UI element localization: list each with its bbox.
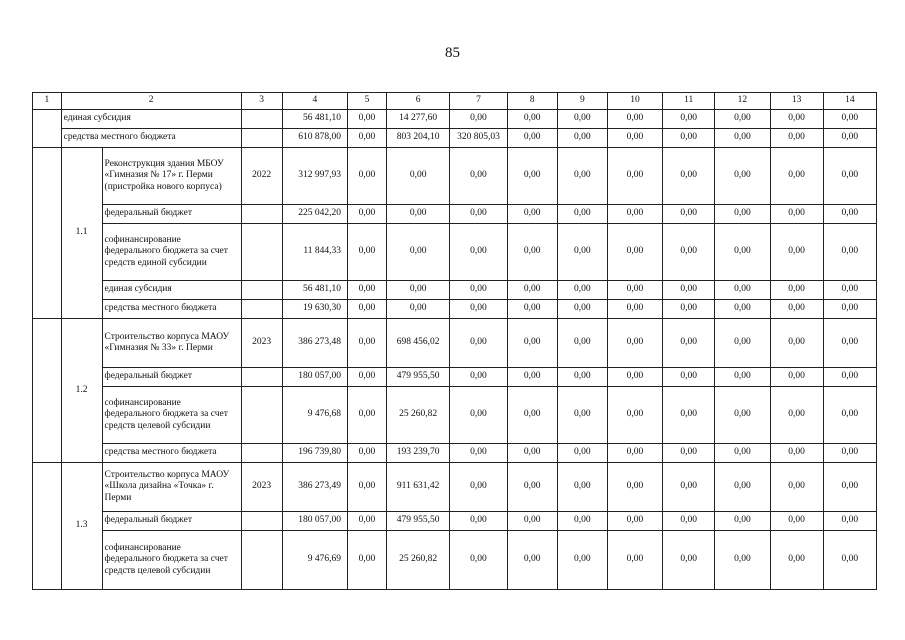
value-cell: 0,00: [386, 205, 449, 224]
value-cell: 0,00: [557, 319, 607, 368]
value-cell: 0,00: [715, 129, 770, 148]
header-cell: 8: [507, 93, 557, 110]
value-cell: 0,00: [770, 281, 823, 300]
group-index-cell: 1.3: [61, 463, 102, 590]
row-name-cell: федеральный бюджет: [102, 512, 241, 531]
value-cell: 0,00: [823, 463, 876, 512]
value-cell: 312 997,93: [282, 148, 347, 205]
value-cell: 0,00: [557, 512, 607, 531]
value-cell: 0,00: [607, 205, 662, 224]
value-cell: 0,00: [507, 512, 557, 531]
value-cell: 0,00: [663, 110, 715, 129]
value-cell: 0,00: [450, 110, 507, 129]
budget-table-container: [32, 92, 877, 590]
value-cell: 0,00: [348, 368, 387, 387]
value-cell: 0,00: [557, 224, 607, 281]
header-row: [33, 93, 877, 110]
value-cell: 0,00: [348, 129, 387, 148]
value-cell: 180 057,00: [282, 368, 347, 387]
value-cell: 0,00: [715, 444, 770, 463]
value-cell: 0,00: [386, 300, 449, 319]
value-cell: 0,00: [450, 205, 507, 224]
table-row: [33, 129, 877, 148]
group-index-cell: 1.2: [61, 319, 102, 463]
value-cell: 0,00: [715, 110, 770, 129]
value-cell: 0,00: [715, 224, 770, 281]
header-cell: 1: [33, 93, 62, 110]
value-cell: 0,00: [663, 531, 715, 590]
group-index-cell: 1.1: [61, 148, 102, 319]
value-cell: 0,00: [770, 300, 823, 319]
value-cell: 0,00: [607, 387, 662, 444]
value-cell: 0,00: [715, 300, 770, 319]
value-cell: 0,00: [663, 368, 715, 387]
value-cell: 0,00: [507, 224, 557, 281]
row-name-cell: средства местного бюджета: [102, 444, 241, 463]
value-cell: 0,00: [770, 129, 823, 148]
header-cell: 14: [823, 93, 876, 110]
value-cell: 0,00: [557, 463, 607, 512]
value-cell: 0,00: [348, 319, 387, 368]
value-cell: 0,00: [386, 224, 449, 281]
index-cell: [33, 110, 62, 148]
value-cell: 610 878,00: [282, 129, 347, 148]
value-cell: 0,00: [663, 463, 715, 512]
header-cell: 11: [663, 93, 715, 110]
value-cell: 0,00: [348, 148, 387, 205]
value-cell: 0,00: [450, 224, 507, 281]
year-cell: [241, 205, 282, 224]
year-cell: [241, 444, 282, 463]
value-cell: 0,00: [607, 531, 662, 590]
table-row: [33, 319, 877, 368]
header-cell: 3: [241, 93, 282, 110]
value-cell: 0,00: [715, 281, 770, 300]
value-cell: 0,00: [770, 463, 823, 512]
row-name-cell: софинансирование федерального бюджета за счет средств единой субсидии: [102, 224, 241, 281]
value-cell: 11 844,33: [282, 224, 347, 281]
value-cell: 0,00: [507, 531, 557, 590]
row-name-cell: федеральный бюджет: [102, 205, 241, 224]
page-number: 85: [445, 45, 460, 61]
year-cell: [241, 387, 282, 444]
value-cell: 0,00: [348, 463, 387, 512]
value-cell: 0,00: [715, 319, 770, 368]
value-cell: 0,00: [507, 300, 557, 319]
value-cell: 0,00: [348, 387, 387, 444]
value-cell: 0,00: [770, 110, 823, 129]
year-cell: [241, 129, 282, 148]
year-cell: [241, 281, 282, 300]
header-cell: 6: [386, 93, 449, 110]
value-cell: 0,00: [557, 300, 607, 319]
value-cell: 25 260,82: [386, 531, 449, 590]
value-cell: 0,00: [557, 110, 607, 129]
value-cell: 0,00: [450, 281, 507, 300]
year-cell: [241, 531, 282, 590]
value-cell: 0,00: [823, 512, 876, 531]
value-cell: 0,00: [557, 148, 607, 205]
value-cell: 386 273,49: [282, 463, 347, 512]
year-cell: 2023: [241, 463, 282, 512]
value-cell: 0,00: [823, 444, 876, 463]
value-cell: 0,00: [607, 300, 662, 319]
value-cell: 25 260,82: [386, 387, 449, 444]
group-left-cell: [33, 319, 62, 463]
year-cell: 2023: [241, 319, 282, 368]
value-cell: 0,00: [663, 444, 715, 463]
header-cell: 4: [282, 93, 347, 110]
value-cell: 320 805,03: [450, 129, 507, 148]
value-cell: 479 955,50: [386, 512, 449, 531]
value-cell: 0,00: [450, 387, 507, 444]
value-cell: 0,00: [348, 224, 387, 281]
table-row: [33, 387, 877, 444]
value-cell: 0,00: [715, 512, 770, 531]
table-row: [33, 531, 877, 590]
value-cell: 0,00: [507, 281, 557, 300]
value-cell: 698 456,02: [386, 319, 449, 368]
value-cell: 0,00: [663, 512, 715, 531]
value-cell: 0,00: [557, 444, 607, 463]
value-cell: 0,00: [507, 444, 557, 463]
table-row: [33, 110, 877, 129]
value-cell: 0,00: [348, 205, 387, 224]
value-cell: 0,00: [507, 319, 557, 368]
value-cell: 0,00: [715, 531, 770, 590]
value-cell: 0,00: [507, 110, 557, 129]
value-cell: 0,00: [607, 224, 662, 281]
value-cell: 0,00: [770, 148, 823, 205]
table-row: [33, 224, 877, 281]
value-cell: 193 239,70: [386, 444, 449, 463]
value-cell: 0,00: [607, 463, 662, 512]
table-row: [33, 148, 877, 205]
value-cell: 0,00: [715, 368, 770, 387]
value-cell: 56 481,10: [282, 110, 347, 129]
value-cell: 0,00: [823, 531, 876, 590]
row-name-cell: единая субсидия: [61, 110, 241, 129]
row-name-cell: Строительство корпуса МАОУ «Школа дизайна «Точка» г. Перми: [102, 463, 241, 512]
table-row: [33, 281, 877, 300]
row-name-cell: софинансирование федерального бюджета за счет средств целевой субсидии: [102, 387, 241, 444]
value-cell: 0,00: [348, 110, 387, 129]
value-cell: 0,00: [507, 387, 557, 444]
value-cell: 0,00: [823, 281, 876, 300]
row-name-cell: федеральный бюджет: [102, 368, 241, 387]
value-cell: 0,00: [823, 129, 876, 148]
value-cell: 0,00: [507, 148, 557, 205]
value-cell: 0,00: [823, 319, 876, 368]
year-cell: [241, 300, 282, 319]
year-cell: [241, 224, 282, 281]
value-cell: 180 057,00: [282, 512, 347, 531]
value-cell: 0,00: [450, 444, 507, 463]
value-cell: 0,00: [770, 531, 823, 590]
row-name-cell: Реконструкция здания МБОУ «Гимназия № 17» г. Перми (пристройка нового корпуса): [102, 148, 241, 205]
table-row: [33, 463, 877, 512]
header-cell: 13: [770, 93, 823, 110]
value-cell: 0,00: [663, 148, 715, 205]
value-cell: 0,00: [450, 531, 507, 590]
value-cell: 0,00: [507, 205, 557, 224]
value-cell: 0,00: [607, 110, 662, 129]
value-cell: 0,00: [770, 387, 823, 444]
value-cell: 0,00: [715, 148, 770, 205]
value-cell: 0,00: [663, 205, 715, 224]
value-cell: 0,00: [450, 300, 507, 319]
value-cell: 0,00: [348, 512, 387, 531]
header-cell: 7: [450, 93, 507, 110]
value-cell: 386 273,48: [282, 319, 347, 368]
value-cell: 0,00: [607, 444, 662, 463]
row-name-cell: софинансирование федерального бюджета за счет средств целевой субсидии: [102, 531, 241, 590]
row-name-cell: средства местного бюджета: [102, 300, 241, 319]
group-left-cell: [33, 463, 62, 590]
row-name-cell: средства местного бюджета: [61, 129, 241, 148]
value-cell: 0,00: [663, 281, 715, 300]
header-cell: 12: [715, 93, 770, 110]
value-cell: 0,00: [663, 129, 715, 148]
value-cell: 0,00: [607, 368, 662, 387]
table-row: [33, 512, 877, 531]
row-name-cell: Строительство корпуса МАОУ «Гимназия № 33» г. Перми: [102, 319, 241, 368]
year-cell: [241, 110, 282, 129]
value-cell: 0,00: [557, 387, 607, 444]
value-cell: 0,00: [663, 300, 715, 319]
value-cell: 225 042,20: [282, 205, 347, 224]
value-cell: 0,00: [823, 205, 876, 224]
value-cell: 0,00: [715, 205, 770, 224]
value-cell: 0,00: [348, 444, 387, 463]
header-cell: 5: [348, 93, 387, 110]
value-cell: 0,00: [770, 368, 823, 387]
value-cell: 0,00: [663, 387, 715, 444]
value-cell: 0,00: [607, 281, 662, 300]
value-cell: 0,00: [557, 205, 607, 224]
value-cell: 0,00: [450, 512, 507, 531]
value-cell: 0,00: [823, 368, 876, 387]
group-left-cell: [33, 148, 62, 319]
value-cell: 0,00: [823, 110, 876, 129]
value-cell: 0,00: [348, 531, 387, 590]
value-cell: 0,00: [557, 368, 607, 387]
value-cell: 0,00: [507, 368, 557, 387]
value-cell: 56 481,10: [282, 281, 347, 300]
header-cell: 2: [61, 93, 241, 110]
value-cell: 0,00: [386, 281, 449, 300]
table-row: [33, 300, 877, 319]
value-cell: 0,00: [770, 444, 823, 463]
value-cell: 0,00: [557, 281, 607, 300]
value-cell: 14 277,60: [386, 110, 449, 129]
value-cell: 0,00: [348, 281, 387, 300]
value-cell: 0,00: [450, 463, 507, 512]
table-row: [33, 368, 877, 387]
value-cell: 9 476,69: [282, 531, 347, 590]
value-cell: 0,00: [770, 512, 823, 531]
value-cell: 0,00: [450, 148, 507, 205]
value-cell: 0,00: [715, 463, 770, 512]
value-cell: 803 204,10: [386, 129, 449, 148]
value-cell: 0,00: [823, 387, 876, 444]
value-cell: 0,00: [450, 319, 507, 368]
value-cell: 0,00: [607, 129, 662, 148]
table-row: [33, 205, 877, 224]
header-cell: 9: [557, 93, 607, 110]
value-cell: 0,00: [348, 300, 387, 319]
value-cell: 479 955,50: [386, 368, 449, 387]
value-cell: 0,00: [450, 368, 507, 387]
value-cell: 0,00: [607, 512, 662, 531]
value-cell: 0,00: [823, 148, 876, 205]
value-cell: 0,00: [770, 224, 823, 281]
value-cell: 0,00: [386, 148, 449, 205]
table-row: [33, 444, 877, 463]
value-cell: 0,00: [823, 300, 876, 319]
value-cell: 911 631,42: [386, 463, 449, 512]
value-cell: 196 739,80: [282, 444, 347, 463]
value-cell: 0,00: [507, 129, 557, 148]
value-cell: 0,00: [770, 205, 823, 224]
value-cell: 9 476,68: [282, 387, 347, 444]
year-cell: [241, 512, 282, 531]
value-cell: 19 630,30: [282, 300, 347, 319]
value-cell: 0,00: [663, 319, 715, 368]
value-cell: 0,00: [663, 224, 715, 281]
year-cell: 2022: [241, 148, 282, 205]
value-cell: 0,00: [823, 224, 876, 281]
value-cell: 0,00: [507, 463, 557, 512]
header-cell: 10: [607, 93, 662, 110]
value-cell: 0,00: [607, 148, 662, 205]
value-cell: 0,00: [557, 531, 607, 590]
row-name-cell: единая субсидия: [102, 281, 241, 300]
year-cell: [241, 368, 282, 387]
value-cell: 0,00: [715, 387, 770, 444]
budget-table: [32, 92, 877, 590]
value-cell: 0,00: [557, 129, 607, 148]
value-cell: 0,00: [607, 319, 662, 368]
value-cell: 0,00: [770, 319, 823, 368]
